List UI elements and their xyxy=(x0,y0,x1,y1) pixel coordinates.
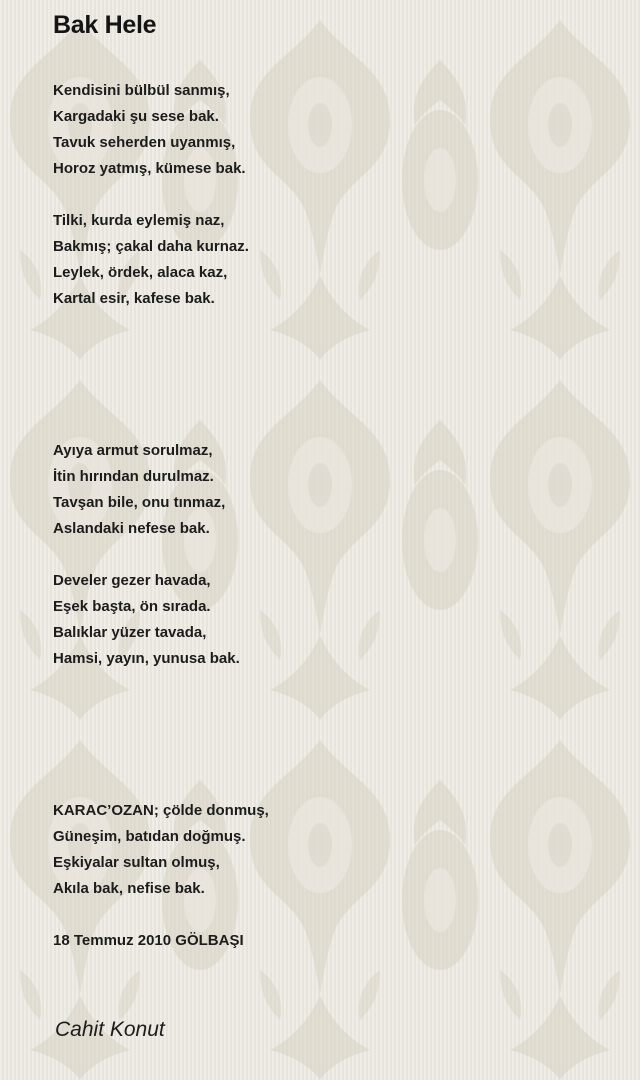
poem-line: Kendisini bülbül sanmış, xyxy=(53,82,230,99)
poem-line: Kargadaki şu sese bak. xyxy=(53,108,219,125)
stanza-5 xyxy=(53,798,269,902)
poem-line: Tavuk seherden uyanmış, xyxy=(53,134,236,151)
stanza-4 xyxy=(53,568,240,672)
poem-author: Cahit Konut xyxy=(55,1018,165,1041)
poem-line: Develer gezer havada, xyxy=(53,572,211,589)
poem-line: KARAC’OZAN; çölde donmuş, xyxy=(53,802,269,819)
poem-line: Leylek, ördek, alaca kaz, xyxy=(53,264,228,281)
poem-line: Eşkiyalar sultan olmuş, xyxy=(53,854,220,871)
poem-line: Tavşan bile, onu tınmaz, xyxy=(53,494,226,511)
stanza-1 xyxy=(53,78,246,182)
poem-line: Güneşim, batıdan doğmuş. xyxy=(53,828,246,845)
poem-line: Aslandaki nefese bak. xyxy=(53,520,210,537)
poem-line: İtin hırından durulmaz. xyxy=(53,468,214,485)
poem-line: Akıla bak, nefise bak. xyxy=(53,880,205,897)
stanza-2 xyxy=(53,208,249,312)
stanza-3 xyxy=(53,438,225,542)
poem-line: Hamsi, yayın, yunusa bak. xyxy=(53,650,240,667)
poem-date-line: 18 Temmuz 2010 GÖLBAŞI xyxy=(53,932,244,949)
poem-line: Bakmış; çakal daha kurnaz. xyxy=(53,238,249,255)
poem-line: Ayıya armut sorulmaz, xyxy=(53,442,213,459)
poem-line: Eşek başta, ön sırada. xyxy=(53,598,211,615)
poem-line: Balıklar yüzer tavada, xyxy=(53,624,207,641)
poem-line: Tilki, kurda eylemiş naz, xyxy=(53,212,225,229)
poem-title: Bak Hele xyxy=(53,11,157,39)
poem-line: Horoz yatmış, kümese bak. xyxy=(53,160,246,177)
poem-line: Kartal esir, kafese bak. xyxy=(53,290,215,307)
